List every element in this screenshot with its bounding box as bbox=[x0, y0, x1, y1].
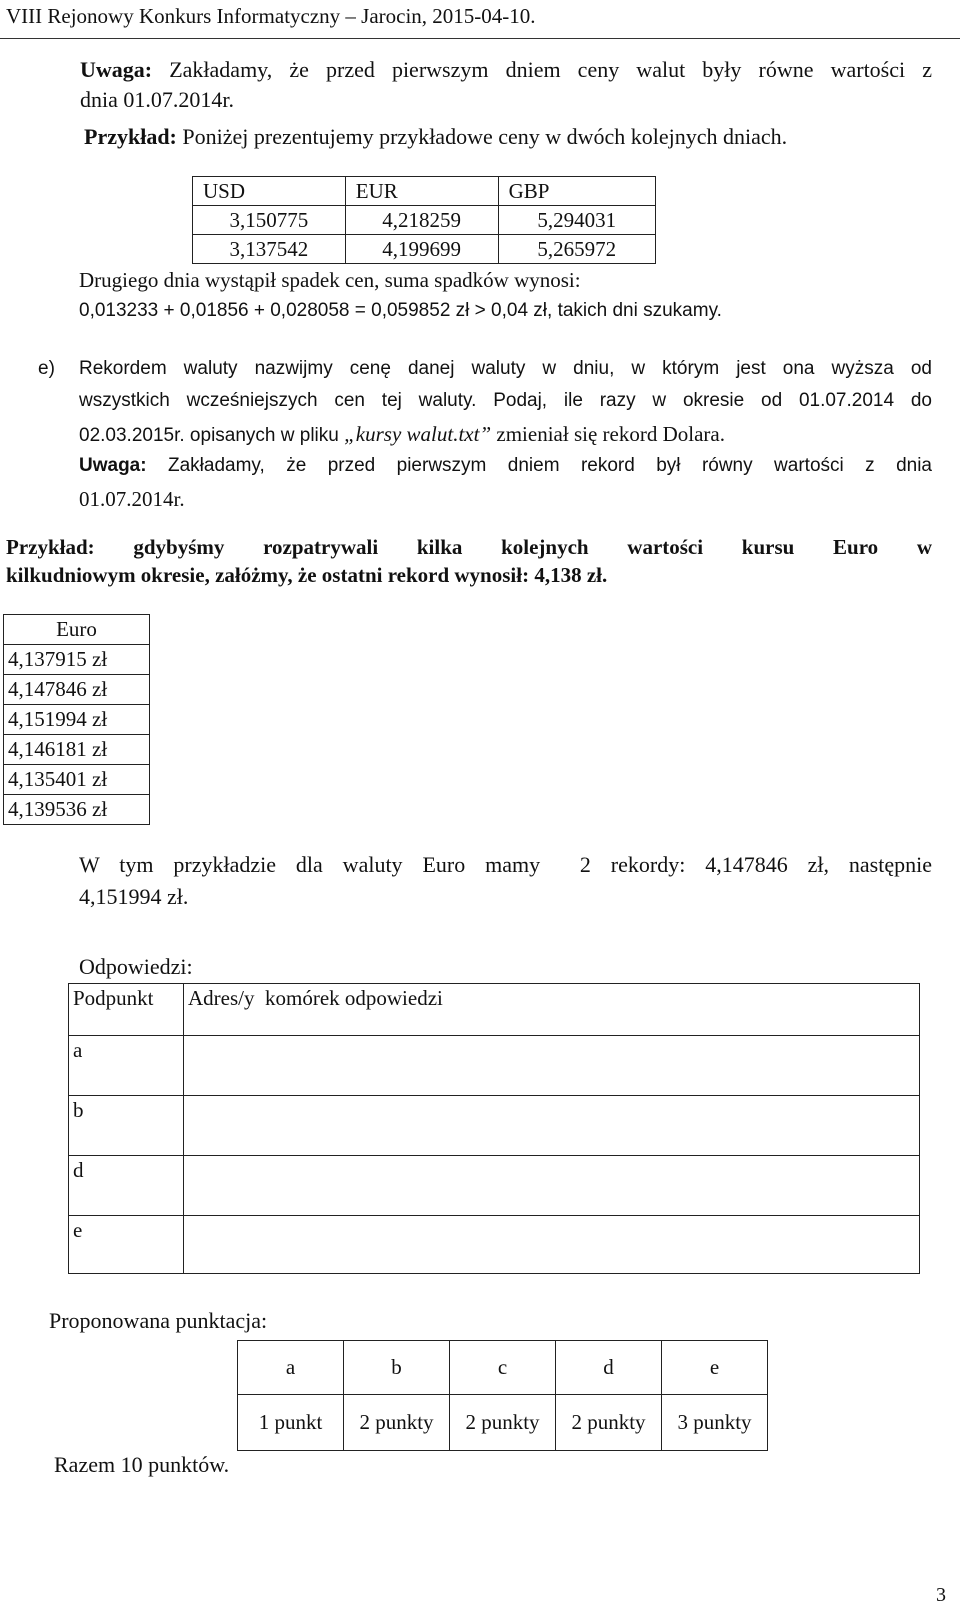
scoring-total: Razem 10 punktów. bbox=[54, 1452, 230, 1477]
answers-col-subpoint: Podpunkt bbox=[69, 984, 184, 1036]
scoring-table bbox=[237, 1340, 768, 1451]
currency-header-eur: EUR bbox=[345, 177, 498, 206]
drop-line-2: 0,013233 + 0,01856 + 0,028058 = 0,059852 zł > 0,04 zł, takich dni szukamy. bbox=[79, 300, 722, 321]
note-1-line-1 bbox=[80, 55, 932, 85]
answers-row-label: e bbox=[69, 1216, 184, 1274]
euro-summary-line-1: W tym przykładzie dla waluty Euro mamy 2 rekordy: 4,147846 zł, następnie bbox=[79, 852, 932, 877]
scoring-letter: e bbox=[662, 1341, 768, 1395]
euro-table bbox=[3, 614, 150, 825]
page-number: 3 bbox=[936, 1584, 946, 1606]
example-2-line-1: Przykład: gdybyśmy rozpatrywali kilka kolejnych wartości kursu Euro w bbox=[6, 535, 932, 559]
table-row bbox=[4, 645, 150, 675]
note-1-line-2: dnia 01.07.2014r. bbox=[80, 87, 234, 112]
task-e-marker: e) bbox=[38, 358, 55, 379]
table-cell: 4,139536 zł bbox=[4, 795, 150, 825]
table-row bbox=[4, 705, 150, 735]
euro-summary-line-2: 4,151994 zł. bbox=[79, 884, 189, 909]
note-1-text: Zakładamy, że przed pierwszym dniem ceny walut były równe wartości z bbox=[169, 57, 932, 82]
scoring-letter: b bbox=[344, 1341, 450, 1395]
scoring-letter: d bbox=[556, 1341, 662, 1395]
table-row bbox=[193, 206, 656, 235]
task-e-note-line-2: 01.07.2014r. bbox=[79, 487, 185, 511]
answers-table-header bbox=[69, 984, 920, 1036]
answer-cell[interactable] bbox=[184, 1036, 920, 1096]
scoring-points: 2 punkty bbox=[450, 1395, 556, 1451]
table-cell: 5,294031 bbox=[498, 206, 655, 235]
currency-table-header bbox=[193, 177, 656, 206]
scoring-points: 2 punkty bbox=[344, 1395, 450, 1451]
table-row bbox=[4, 735, 150, 765]
scoring-letter: a bbox=[238, 1341, 344, 1395]
table-cell: 4,147846 zł bbox=[4, 675, 150, 705]
table-row bbox=[69, 1096, 920, 1156]
drop-line-1: Drugiego dnia wystąpił spadek cen, suma spadków wynosi: bbox=[79, 268, 581, 292]
table-row bbox=[4, 765, 150, 795]
table-cell: 5,265972 bbox=[498, 235, 655, 264]
table-row bbox=[69, 1036, 920, 1096]
answers-col-address: Adres/y komórek odpowiedzi bbox=[184, 984, 920, 1036]
currency-header-usd: USD bbox=[193, 177, 346, 206]
answer-cell[interactable] bbox=[184, 1096, 920, 1156]
table-cell: 4,146181 zł bbox=[4, 735, 150, 765]
table-row bbox=[193, 235, 656, 264]
table-cell: 4,137915 zł bbox=[4, 645, 150, 675]
example-1 bbox=[84, 122, 787, 152]
example-2-line-2: kilkudniowym okresie, załóżmy, że ostatni rekord wynosił: 4,138 zł. bbox=[6, 563, 608, 587]
table-cell: 4,199699 bbox=[345, 235, 498, 264]
task-e-line-1: Rekordem waluty nazwijmy cenę danej waluty w dniu, w którym jest ona wyższa od bbox=[79, 358, 932, 379]
table-row bbox=[4, 675, 150, 705]
euro-table-header: Euro bbox=[4, 615, 150, 645]
currency-header-gbp: GBP bbox=[498, 177, 655, 206]
task-e-line-3-b: zmieniał się rekord Dolara. bbox=[491, 422, 725, 446]
scoring-points: 3 punkty bbox=[662, 1395, 768, 1451]
task-e-note-label: Uwaga: bbox=[79, 455, 147, 476]
scoring-letters-row bbox=[238, 1341, 768, 1395]
table-cell: 4,218259 bbox=[345, 206, 498, 235]
scoring-points: 2 punkty bbox=[556, 1395, 662, 1451]
answers-row-label: a bbox=[69, 1036, 184, 1096]
answers-title: Odpowiedzi: bbox=[79, 954, 193, 979]
table-row bbox=[69, 1156, 920, 1216]
task-e-line-3-a: 02.03.2015r. opisanych w pliku bbox=[79, 425, 345, 446]
example-1-label: Przykład: bbox=[84, 124, 177, 149]
answers-row-label: d bbox=[69, 1156, 184, 1216]
task-e-note-text: Zakładamy, że przed pierwszym dniem rekord był równy wartości z dnia bbox=[168, 455, 932, 476]
answer-cell[interactable] bbox=[184, 1156, 920, 1216]
table-row bbox=[4, 795, 150, 825]
task-e-note-line-1 bbox=[79, 451, 932, 481]
example-1-text: Poniżej prezentujemy przykładowe ceny w dwóch kolejnych dniach. bbox=[182, 124, 788, 149]
task-e-line-2: wszystkich wcześniejszych cen tej waluty. Podaj, ile razy w okresie od 01.07.2014 do bbox=[79, 390, 932, 411]
table-cell: 3,150775 bbox=[193, 206, 346, 235]
header-divider bbox=[0, 38, 960, 39]
table-cell: 4,151994 zł bbox=[4, 705, 150, 735]
table-row bbox=[69, 1216, 920, 1274]
answers-table bbox=[68, 983, 920, 1274]
page-header: VIII Rejonowy Konkurs Informatyczny – Jarocin, 2015-04-10. bbox=[6, 4, 536, 28]
scoring-points: 1 punkt bbox=[238, 1395, 344, 1451]
table-cell: 3,137542 bbox=[193, 235, 346, 264]
answers-row-label: b bbox=[69, 1096, 184, 1156]
scoring-letter: c bbox=[450, 1341, 556, 1395]
task-e-line-3 bbox=[79, 419, 725, 451]
scoring-title: Proponowana punktacja: bbox=[49, 1308, 268, 1333]
note-1-label: Uwaga: bbox=[80, 57, 153, 82]
scoring-points-row bbox=[238, 1395, 768, 1451]
table-cell: 4,135401 zł bbox=[4, 765, 150, 795]
currency-table bbox=[192, 176, 656, 264]
answer-cell[interactable] bbox=[184, 1216, 920, 1274]
task-e-filename: „kursy walut.txt” bbox=[344, 422, 492, 446]
